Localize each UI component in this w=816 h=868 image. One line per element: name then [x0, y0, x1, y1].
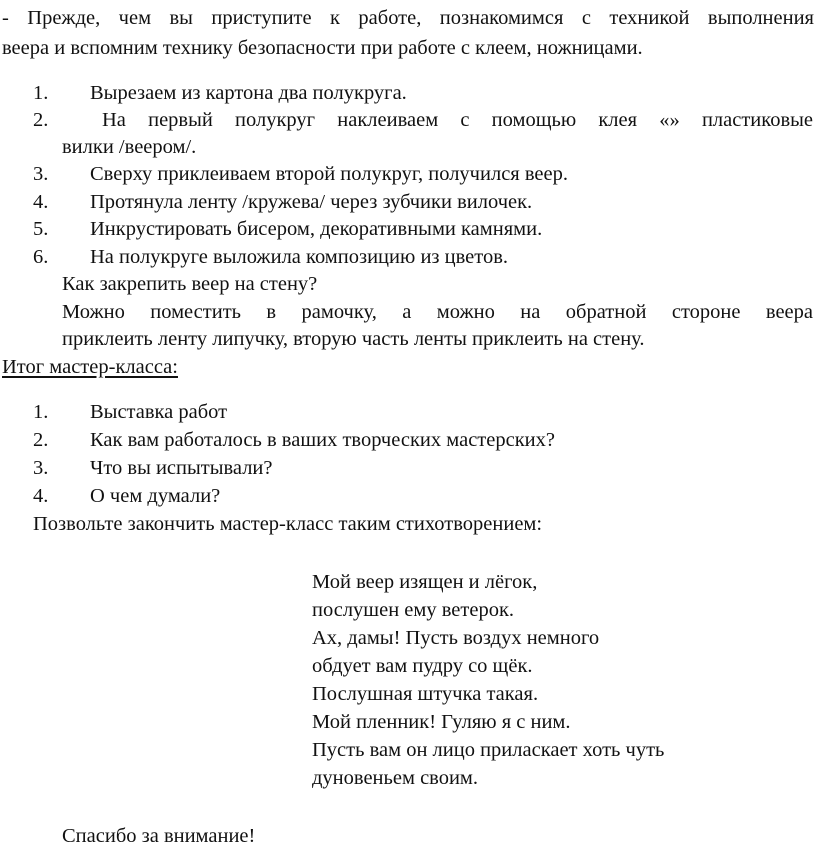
poem-line: обдует вам пудру со щёк. — [312, 655, 533, 677]
list-text: Протянула ленту /кружева/ через зубчики вилочек. — [90, 191, 533, 213]
list-text: Что вы испытывали? — [90, 457, 273, 479]
question-text: Как закрепить веер на стену? — [62, 273, 318, 295]
list-number: 2. — [33, 109, 49, 131]
poem-line: послушен ему ветерок. — [312, 599, 515, 621]
list-number: 5. — [33, 218, 49, 240]
poem-line: дуновеньем своим. — [312, 767, 479, 789]
list-text: Инкрустировать бисером, декоративными камнями. — [90, 218, 543, 240]
summary-heading: Итог мастер-класса: — [2, 356, 178, 378]
list-number: 3. — [33, 457, 49, 479]
list-number: 6. — [33, 246, 49, 268]
intro-line-2: веера и вспомним технику безопасности при работе с клеем, ножницами. — [2, 37, 643, 59]
poem-line: Ах, дамы! Пусть воздух немного — [312, 627, 600, 649]
answer-line-2: приклеить ленту липучку, вторую часть ленты приклеить на стену. — [62, 328, 645, 350]
list-number: 1. — [33, 82, 49, 104]
poem-line: Послушная штучка такая. — [312, 683, 539, 705]
list-number: 3. — [33, 163, 49, 185]
answer-line-1: Можно поместить в рамочку, а можно на обратной стороне веера — [62, 301, 813, 323]
list-text: Выставка работ — [90, 401, 228, 423]
poem-line: Мой веер изящен и лёгок, — [312, 571, 538, 593]
list-text: Сверху приклеиваем второй полукруг, получился веер. — [90, 163, 568, 185]
list-text: Вырезаем из картона два полукруга. — [90, 82, 407, 104]
list-text: О чем думали? — [90, 485, 221, 507]
closing-text: Спасибо за внимание! — [62, 825, 256, 847]
intro-line-1: - Прежде, чем вы приступите к работе, познакомимся с техникой выполнения — [2, 7, 814, 29]
list-number: 2. — [33, 429, 49, 451]
list-text: На первый полукруг наклеиваем с помощью клея «» пластиковые — [102, 109, 813, 131]
list-number: 1. — [33, 401, 49, 423]
list-text: На полукруге выложила композицию из цветов. — [90, 246, 509, 268]
poem-line: Пусть вам он лицо приласкает хоть чуть — [312, 739, 665, 761]
poem-intro: Позвольте закончить мастер-класс таким стихотворением: — [33, 513, 543, 535]
list-text-continuation: вилки /веером/. — [62, 136, 197, 158]
list-number: 4. — [33, 485, 49, 507]
list-number: 4. — [33, 191, 49, 213]
poem-line: Мой пленник! Гуляю я с ним. — [312, 711, 571, 733]
list-text: Как вам работалось в ваших творческих мастерских? — [90, 429, 555, 451]
